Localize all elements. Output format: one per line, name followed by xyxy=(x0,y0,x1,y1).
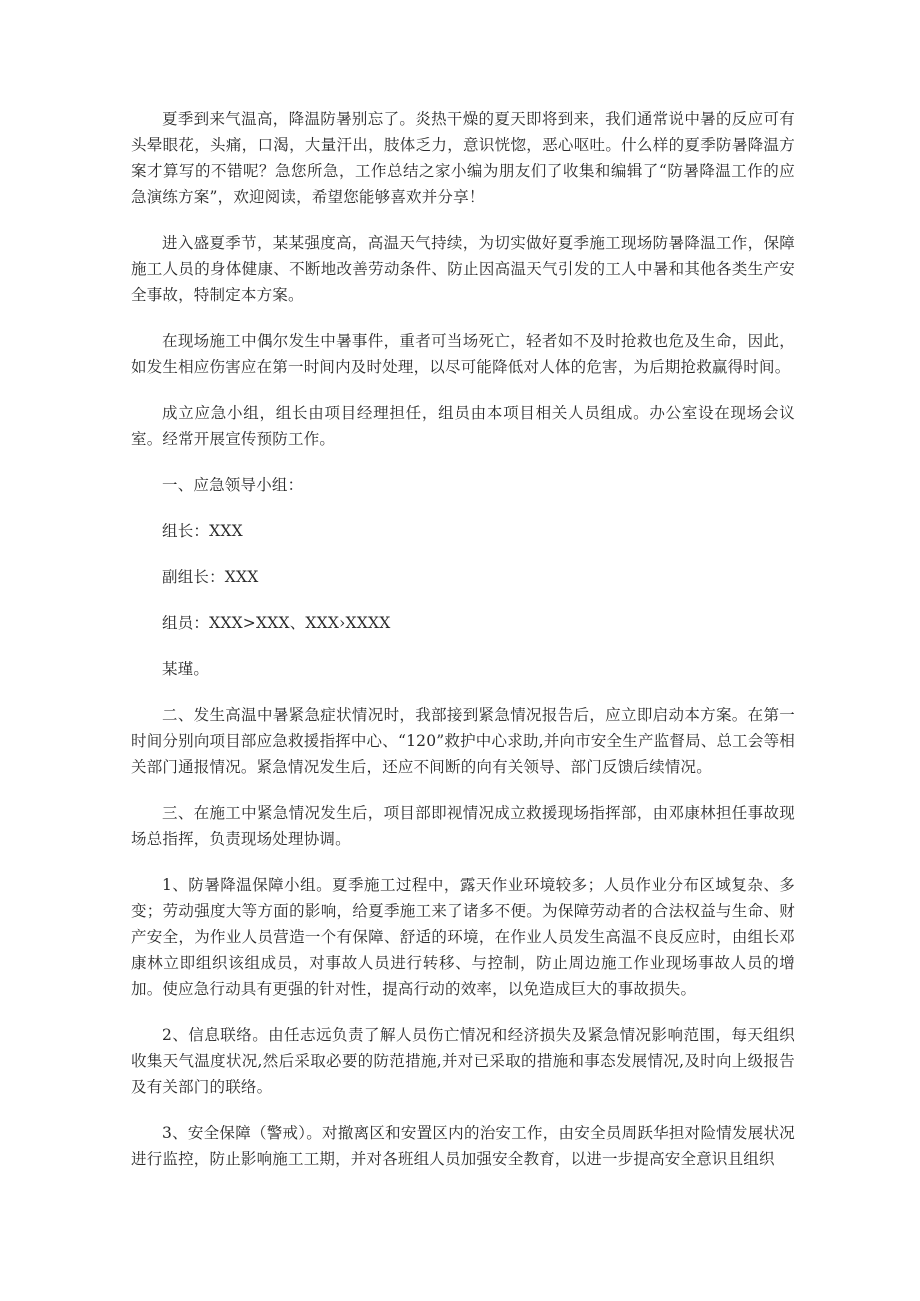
team-setup-paragraph: 成立应急小组，组长由项目经理担任，组员由本项目相关人员组成。办公室设在现场会议室。经常开展宣传预防工作。 xyxy=(131,404,795,448)
deputy-leader-line: 副组长：XXX xyxy=(162,568,259,586)
section-3-paragraph: 三、在施工中紧急情况发生后，项目部即视情况成立救援现场指挥部，由邓康林担任事故现场总指挥，负责现场处理协调。 xyxy=(131,804,795,848)
item-2-paragraph: 2、信息联络。由任志远负责了解人员伤亡情况和经济损失及紧急情况影响范围，每天组织收集天气温度状况,然后采取必要的防范措施,并对已采取的措施和事态发展情况,及时向上级报告及有关部门的联络。 xyxy=(131,1026,795,1096)
document-body xyxy=(131,106,795,1192)
risk-paragraph: 在现场施工中偶尔发生中暑事件，重者可当场死亡，轻者如不及时抢救也危及生命，因此，如发生相应伤害应在第一时间内及时处理，以尽可能降低对人体的危害，为后期抢救赢得时间。 xyxy=(131,332,795,376)
fragment-line: 某瑾。 xyxy=(162,660,210,678)
leader-line: 组长：XXX xyxy=(162,522,243,540)
intro-paragraph: 夏季到来气温高，降温防暑别忘了。炎热干燥的夏天即将到来，我们通常说中暑的反应可有头晕眼花，头痛，口渴，大量汗出，肢体乏力，意识恍惚，恶心呕吐。什么样的夏季防暑降温方案才算写的不错呢？急您所急，工作总结之家小编为朋友们了收集和编辑了“防暑降温工作的应急演练方案”，欢迎阅读，希望您能够喜欢并分享！ xyxy=(131,110,795,206)
section-1-heading: 一、应急领导小组： xyxy=(162,476,304,494)
purpose-paragraph: 进入盛夏季节，某某强度高，高温天气持续，为切实做好夏季施工现场防暑降温工作，保障施工人员的身体健康、不断地改善劳动条件、防止因高温天气引发的工人中暑和其他各类生产安全事故，特制定本方案。 xyxy=(131,234,795,304)
members-line: 组员：XXX>XXX、XXX›XXXX xyxy=(162,614,391,632)
item-1-paragraph: 1、防暑降温保障小组。夏季施工过程中，露天作业环境较多；人员作业分布区域复杂、多变；劳动强度大等方面的影响，给夏季施工来了诸多不便。为保障劳动者的合法权益与生命、财产安全，为作业人员营造一个有保障、舒适的环境，在作业人员发生高温不良反应时，由组长邓康林立即组织该组成员，对事故人员进行转移、与控制，防止周边施工作业现场事故人员的增加。使应急行动具有更强的针对性，提高行动的效率，以免造成巨大的事故损失。 xyxy=(131,876,795,998)
section-2-paragraph: 二、发生高温中暑紧急症状情况时，我部接到紧急情况报告后，应立即启动本方案。在第一时间分别向项目部应急救援指挥中心、“120”救护中心求助,并向市安全生产监督局、总工会等相关部门通报情况。紧急情况发生后，还应不间断的向有关领导、部门反馈后续情况。 xyxy=(131,706,795,776)
item-3-paragraph: 3、安全保障（警戒）。对撤离区和安置区内的治安工作，由安全员周跃华担对险情发展状况进行监控，防止影响施工工期，并对各班组人员加强安全教育，以进一步提高安全意识且组织 xyxy=(131,1124,795,1168)
